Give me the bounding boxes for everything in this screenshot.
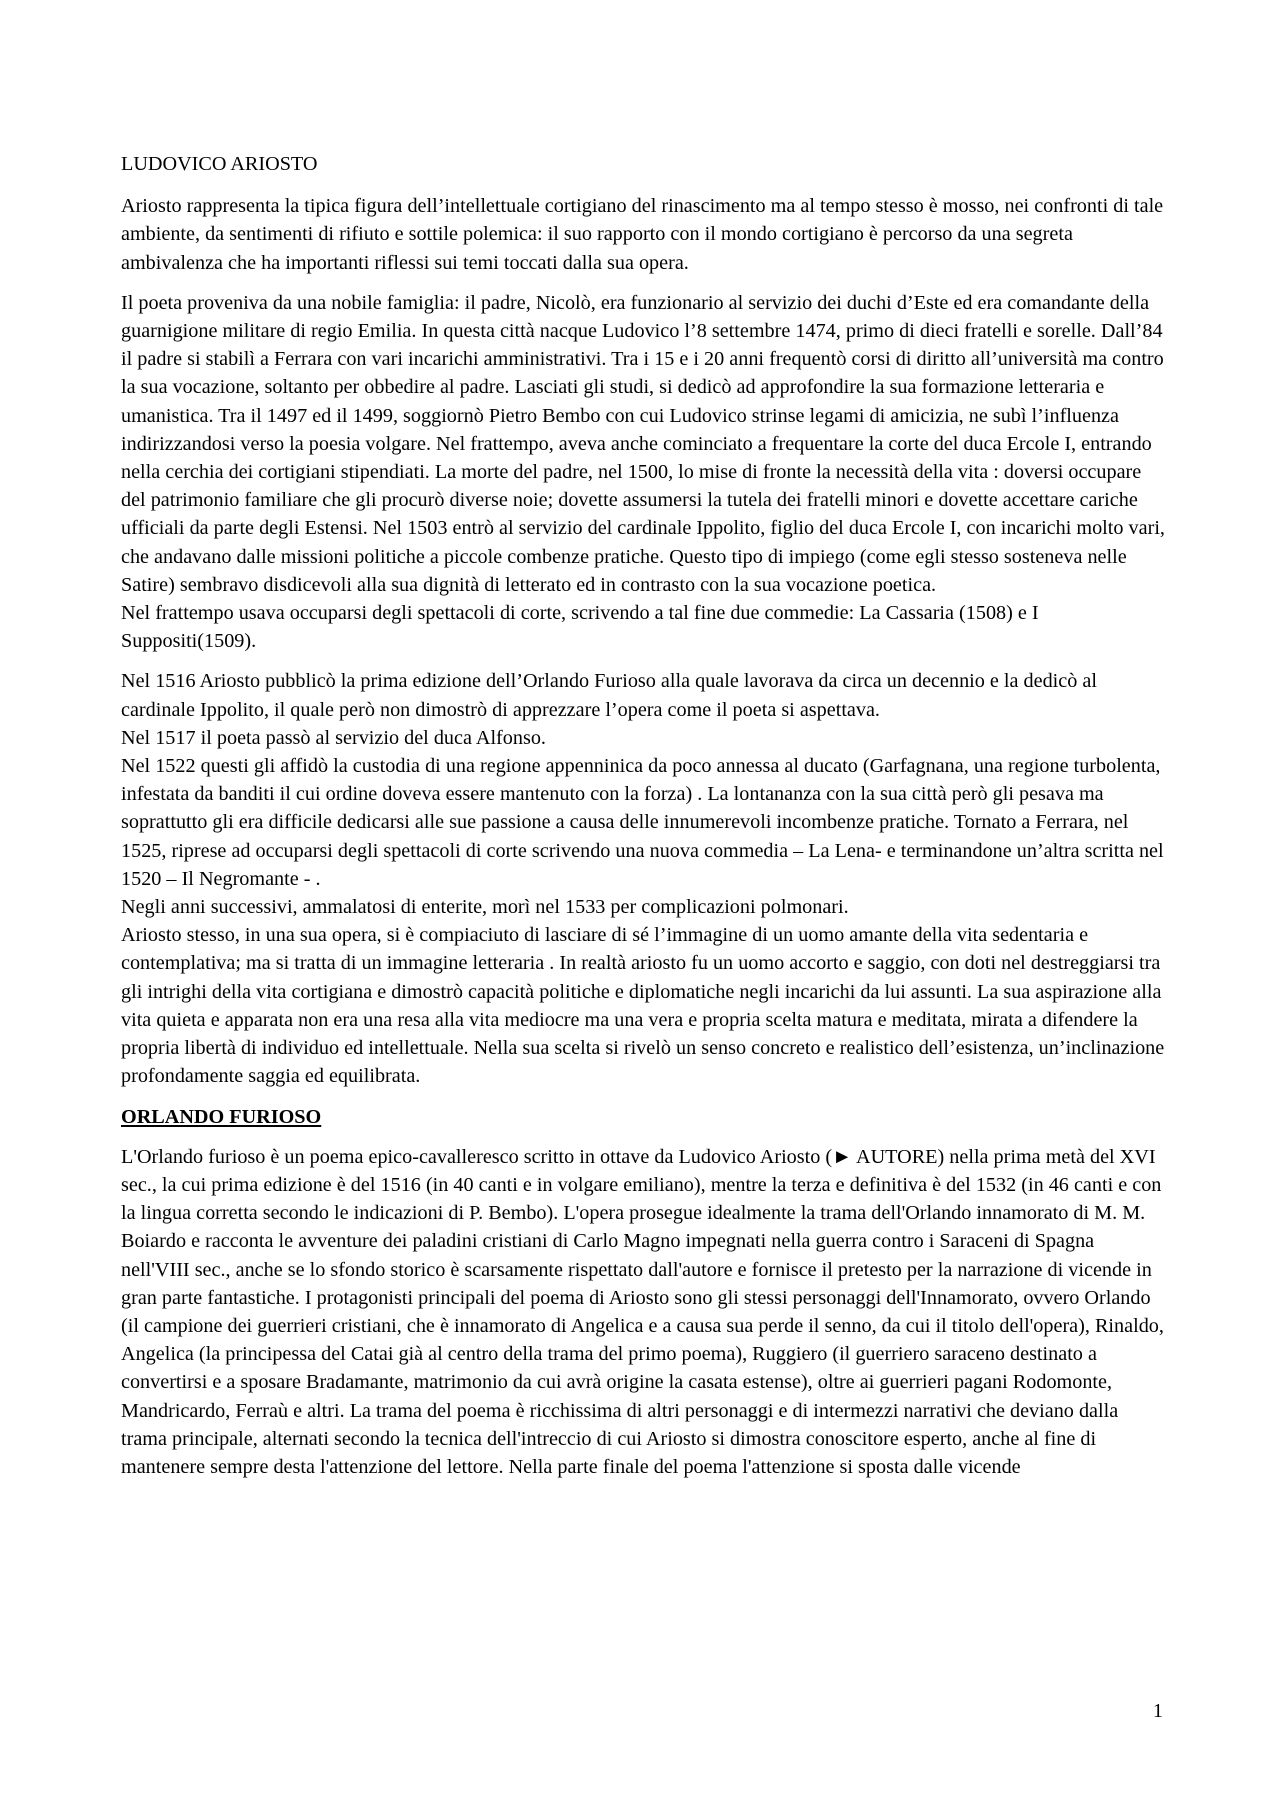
paragraph-duca-alfonso: Nel 1517 il poeta passò al servizio del duca Alfonso. bbox=[121, 726, 546, 749]
paragraph-orlando-furioso: L'Orlando furioso è un poema epico-cavalleresco scritto in ottave da Ludovico Ariosto (► AUTORE) nella prima metà del XVI sec., la cui prima edizione è del 1516 (in 40 canti e in volgare emiliano), mentre la terza e definitiva è del 1532 (in 46 canti e con la lingua corretta secondo le indicazioni di P. Bembo). L'opera prosegue idealmente la trama dell'Orlando innamorato di M. M. Boiardo e racconta le avventure dei paladini cristiani di Carlo Magno impegnati nella guerra contro i Saraceni di Spagna nell'VIII sec., anche se lo sfondo storico è scarsamente rispettato dall'autore e fornisce il pretesto per la narrazione di vicende in gran parte fantastiche. I protagonisti principali del poema di Ariosto sono gli stessi personaggi dell'Innamorato, ovvero Orlando (il campione dei guerrieri cristiani, che è innamorato di Angelica e a causa sua perde il senno, da cui il titolo dell'opera), Rinaldo, Angelica (la principessa del Catai già al centro della trama del primo poema), Ruggiero (il guerriero saraceno destinato a convertirsi e a sposare Bradamante, matrimonio da cui avrà origine la casata estense), oltre ai guerrieri pagani Rodomonte, Mandricardo, Ferraù e altri. La trama del poema è ricchissima di altri personaggi e di intermezzi narrativi che deviano dalla trama principale, alternati secondo la tecnica dell'intreccio di cui Ariosto si dimostra conoscitore esperto, anche al fine di mantenere sempre desta l'attenzione del lettore. Nella parte finale del poema l'attenzione si sposta dalle vicende bbox=[121, 1145, 1164, 1478]
paragraph-character: Ariosto stesso, in una sua opera, si è compiaciuto di lasciare di sé l’immagine di un uomo amante della vita sedentaria e contemplativa; ma si tratta di un immagine letteraria . In realtà ariosto fu un uomo accorto e saggio, con doti nel destreggiarsi tra gli intrighi della vita cortigiana e dimostrò capacità politiche e diplomatiche negli incarichi da lui assunti. La sua aspirazione alla vita quieta e apparata non era una resa alla vita mediocre ma una vera e propria scelta matura e meditata, mirata a difendere la propria libertà di individuo ed intellettuale. Nella sua scelta si rivelò un senso concreto e realistico dell’esistenza, un’inclinazione profondamente saggia ed equilibrata. bbox=[121, 924, 1165, 1088]
paragraph-biography: Il poeta proveniva da una nobile famiglia: il padre, Nicolò, era funzionario al servizio dei duchi d’Este ed era comandante della guarnigione militare di regio Emilia. In questa città nacque Ludovico l’8 settembre 1474, primo di dieci fratelli e sorelle. Dall’84 il padre si stabilì a Ferrara con vari incarichi amministrativi. Tra i 15 e i 20 anni frequentò corsi di diritto all’università ma contro la sua vocazione, soltanto per obbedire al padre. Lasciati gli studi, si dedicò ad approfondire la sua formazione letteraria e umanistica. Tra il 1497 ed il 1499, soggiornò Pietro Bembo con cui Ludovico strinse legami di amicizia, ne subì l’influenza indirizzandosi verso la poesia volgare. Nel frattempo, aveva anche cominciato a frequentare la corte del duca Ercole I, entrando nella cerchia dei cortigiani stipendiati. La morte del padre, nel 1500, lo mise di fronte la necessità della vita : doversi occupare del patrimonio familiare che gli procurò diverse noie; dovette assumersi la tutela dei fratelli minori e dovette accettare cariche ufficiali da parte degli Estensi. Nel 1503 entrò al servizio del cardinale Ippolito, figlio del duca Ercole I, con incarichi molto vari, che andavano dalle missioni politiche a piccole combenze pratiche. Questo tipo di impiego (come egli stesso sosteneva nelle Satire) sembravo disdicevoli alla sua dignità di letterato ed in contrasto con la sua vocazione poetica. bbox=[121, 291, 1165, 596]
paragraph-garfagnana: Nel 1522 questi gli affidò la custodia di una regione appenninica da poco annessa al ducato (Garfagnana, una regione turbolenta, infestata da banditi il cui ordine doveva essere mantenuto con la forza) . La lontananza con la sua città però gli pesava ma soprattutto gli era difficile dedicarsi alle sue passione a causa delle innumerevoli incombenze pratiche. Tornato a Ferrara, nel 1525, riprese ad occuparsi degli spettacoli di corte scrivendo una nuova commedia – La Lena- e terminandone un’altra scritta nel 1520 – Il Negromante - . bbox=[121, 755, 1164, 890]
document-body bbox=[121, 150, 1165, 1481]
paragraph-death: Negli anni successivi, ammalatosi di enterite, morì nel 1533 per complicazioni polmonari. bbox=[121, 896, 849, 919]
paragraph-intro: Ariosto rappresenta la tipica figura dell’intellettuale cortigiano del rinascimento ma al tempo stesso è mosso, nei confronti di tale ambiente, da sentimenti di rifiuto e sottile polemica: il suo rapporto con il mondo cortigiano è percorso da una segreta ambivalenza che ha importanti riflessi sui temi toccati dalla sua opera. bbox=[121, 195, 1164, 274]
page-number: 1 bbox=[1152, 1700, 1163, 1722]
document-title: LUDOVICO ARIOSTO bbox=[121, 153, 318, 175]
paragraph-orlando-first-edition: Nel 1516 Ariosto pubblicò la prima edizione dell’Orlando Furioso alla quale lavorava da circa un decennio e la dedicò al cardinale Ippolito, il quale però non dimostrò di apprezzare l’opera come il poeta si aspettava. bbox=[121, 670, 1097, 721]
paragraph-comedies: Nel frattempo usava occuparsi degli spettacoli di corte, scrivendo a tal fine due commedie: La Cassaria (1508) e I Suppositi(1509). bbox=[121, 602, 1039, 653]
section-heading: ORLANDO FURIOSO bbox=[121, 1105, 322, 1128]
